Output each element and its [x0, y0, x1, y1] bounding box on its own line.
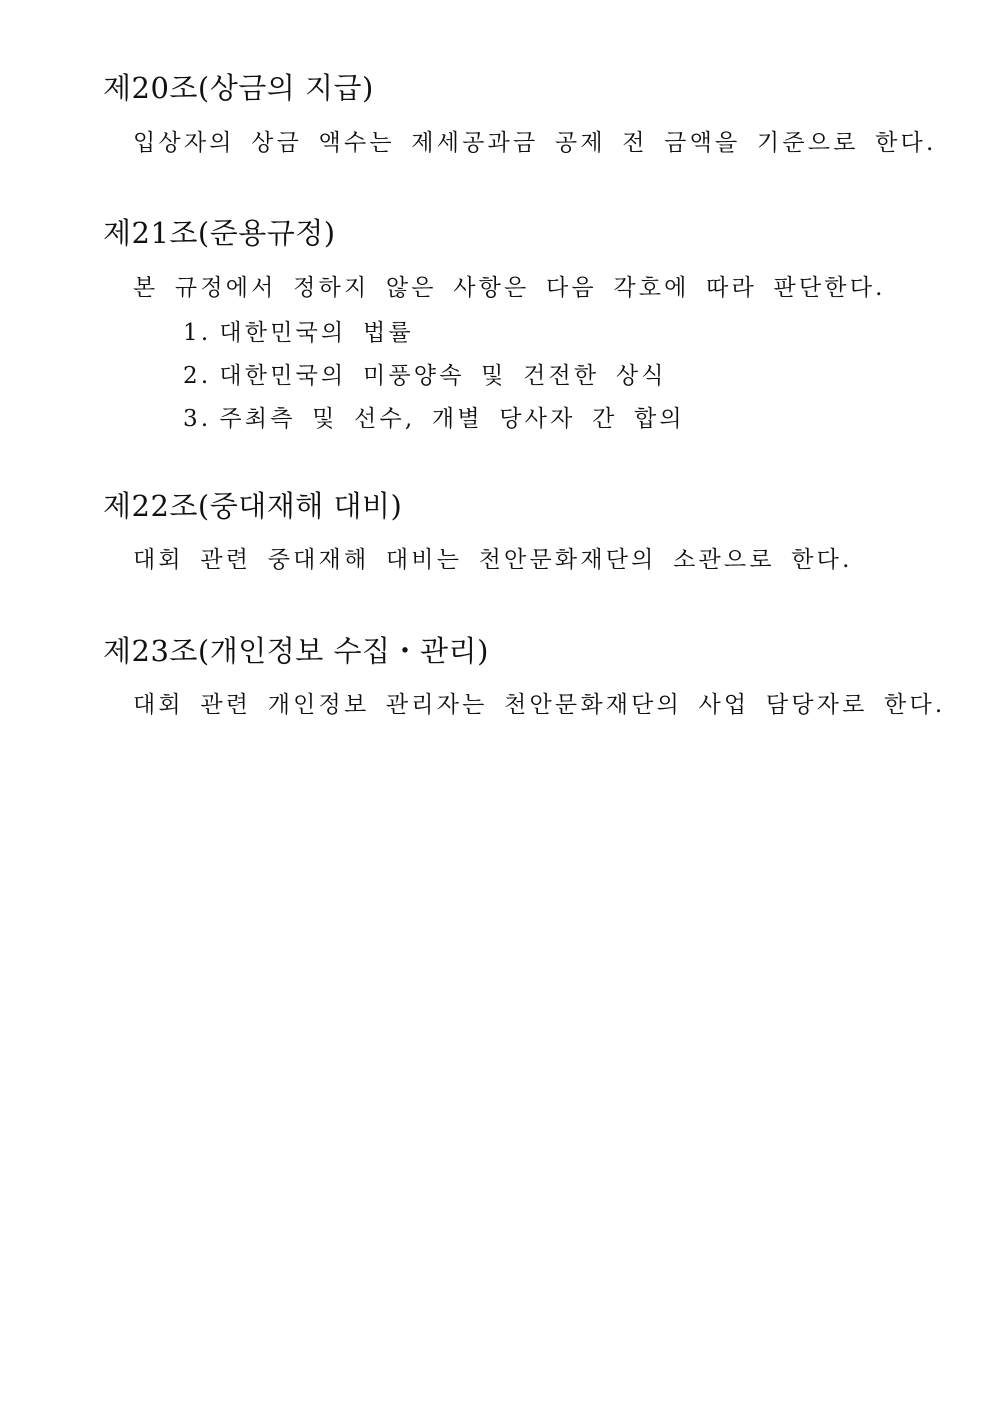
article-21-list-item: [183, 357, 667, 390]
article-21-heading: 제21조(준용규정): [103, 216, 336, 250]
article-22-heading: 제22조(중대재해 대비): [103, 489, 403, 523]
article-21-list-item: [183, 314, 414, 347]
list-item-number: 1.: [183, 320, 212, 346]
article-20-heading: 제20조(상금의 지급): [103, 71, 374, 105]
article-23-heading: 제23조(개인정보 수집・관리): [103, 634, 489, 668]
article-21-list-item: [183, 400, 685, 433]
list-item-text: 대한민국의 법률: [219, 320, 414, 346]
article-23-body: 대회 관련 개인정보 관리자는 천안문화재단의 사업 담당자로 한다.: [133, 692, 946, 718]
list-item-number: 3.: [183, 406, 212, 432]
list-item-number: 2.: [183, 363, 212, 389]
article-22-body: 대회 관련 중대재해 대비는 천안문화재단의 소관으로 한다.: [133, 547, 853, 573]
list-item-text: 주최측 및 선수, 개별 당사자 간 합의: [219, 406, 685, 432]
article-20-body: 입상자의 상금 액수는 제세공과금 공제 전 금액을 기준으로 한다.: [133, 130, 937, 156]
article-21-body: 본 규정에서 정하지 않은 사항은 다음 각호에 따라 판단한다.: [133, 275, 886, 301]
list-item-text: 대한민국의 미풍양속 및 건전한 상식: [219, 363, 667, 389]
